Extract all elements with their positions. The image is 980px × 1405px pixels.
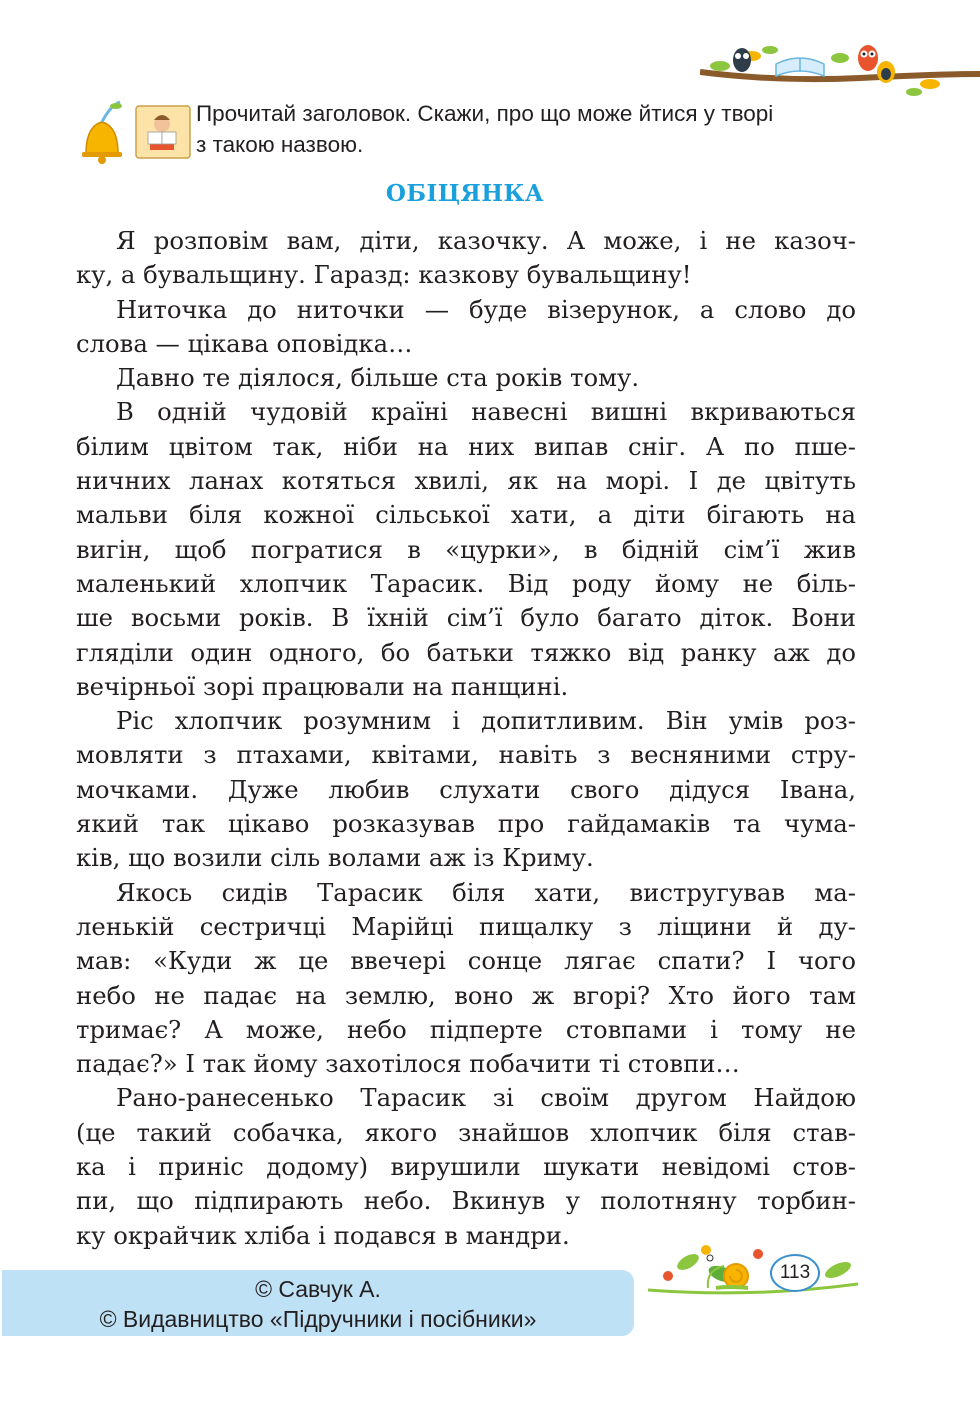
story-line: ка і приніс додому) вирушили шукати невідомі стов- (76, 1152, 856, 1182)
task-instruction (196, 98, 876, 160)
story-paragraph (76, 293, 856, 362)
story-line: тримає? А може, небо підперте стовпами і тому не (76, 1014, 856, 1044)
story-line: мовляти з птахами, квітами, навіть з весняними стру- (76, 740, 856, 770)
story-line: Якось сидів Тарасик біля хати, вистругував ма- (116, 877, 856, 907)
story-line: мочками. Дуже любив слухати свого дідуся Івана, (76, 774, 856, 804)
story-title: ОБІЦЯНКА (385, 180, 545, 207)
story-line: падає?» І так йому захотілося побачити ті стовпи… (76, 1049, 740, 1079)
story-line: ку окрайчик хліба і подався в мандри. (76, 1220, 570, 1250)
story-line: Ріс хлопчик розумним і допитливим. Він умів роз- (116, 706, 856, 736)
page-number: 113 (770, 1254, 820, 1292)
copyright-box (2, 1270, 634, 1336)
story-line: Ниточка до ниточки — буде візерунок, а слово до (116, 294, 856, 324)
story-line: Я розповім вам, діти, казочку. А може, і не казоч- (116, 226, 856, 255)
story-line: мав: «Куди ж це ввечері сонце лягає спати? І чого (76, 946, 856, 976)
instruction-line: з такою назвою. (196, 132, 364, 157)
story-line: В одній чудовій країні навесні вишні вкриваються (116, 397, 856, 427)
copyright-author: © Савчук А. (255, 1276, 381, 1302)
instruction-line: Прочитай заголовок. Скажи, про що може йтися у творі (196, 101, 774, 126)
story-line: маленький хлопчик Тарасик. Від роду йому не біль- (76, 568, 856, 598)
copyright-publisher: © Видавництво «Підручники і посібники» (99, 1306, 537, 1332)
story-paragraph (76, 876, 856, 1082)
flowers-and-snail-icon (648, 1236, 858, 1300)
story-line: вечірньої зорі працювали на панщині. (76, 671, 569, 701)
story-line: (це такий собачка, якого знайшов хлопчик біля став- (76, 1117, 856, 1147)
story-line: ку, а бувальщину. Гаразд: казкову бувальщину! (76, 260, 692, 290)
story-text (76, 224, 856, 1253)
story-paragraph (76, 224, 856, 293)
reading-child-icon (136, 106, 190, 158)
story-line: який так цікаво розказував про гайдамаків та чума- (76, 809, 856, 839)
story-paragraph (76, 1081, 856, 1252)
story-line: білим цвітом так, ніби на них випав сніг. А по пше- (76, 431, 856, 461)
story-line: ше восьми років. В їхній сім’ї було багато діток. Вони (76, 603, 856, 633)
story-line: пи, що підпирають небо. Вкинув у полотняну торбин- (76, 1186, 856, 1216)
branch-with-owls-and-book-icon (700, 36, 980, 106)
story-paragraph (76, 395, 856, 704)
story-line: гляділи один одного, бо батьки тяжко від ранку аж до (76, 637, 856, 667)
story-line: ків, що возили сіль волами аж із Криму. (76, 843, 594, 873)
story-line: небо не падає на землю, воно ж вгорі? Хто його там (76, 980, 856, 1010)
story-line: мальви біля кожної сільської хати, а діти бігають на (76, 500, 856, 530)
bell-icon (82, 102, 122, 164)
story-line: слова — цікава оповідка… (76, 328, 413, 358)
task-icons (76, 96, 196, 168)
story-line: Рано-ранесенько Тарасик зі своїм другом Найдою (116, 1083, 856, 1113)
story-line: ничних ланах котяться хвилі, як на морі. І де цвітуть (76, 466, 856, 496)
story-line: вигін, щоб погратися в «цурки», в бідній сім’ї жив (76, 534, 856, 564)
story-paragraph (76, 704, 856, 875)
story-line: Давно те діялося, більше ста років тому. (116, 363, 640, 393)
story-paragraph (76, 361, 856, 395)
story-line: ленькій сестричці Марійці пищалку з ліщини й ду- (76, 911, 856, 941)
